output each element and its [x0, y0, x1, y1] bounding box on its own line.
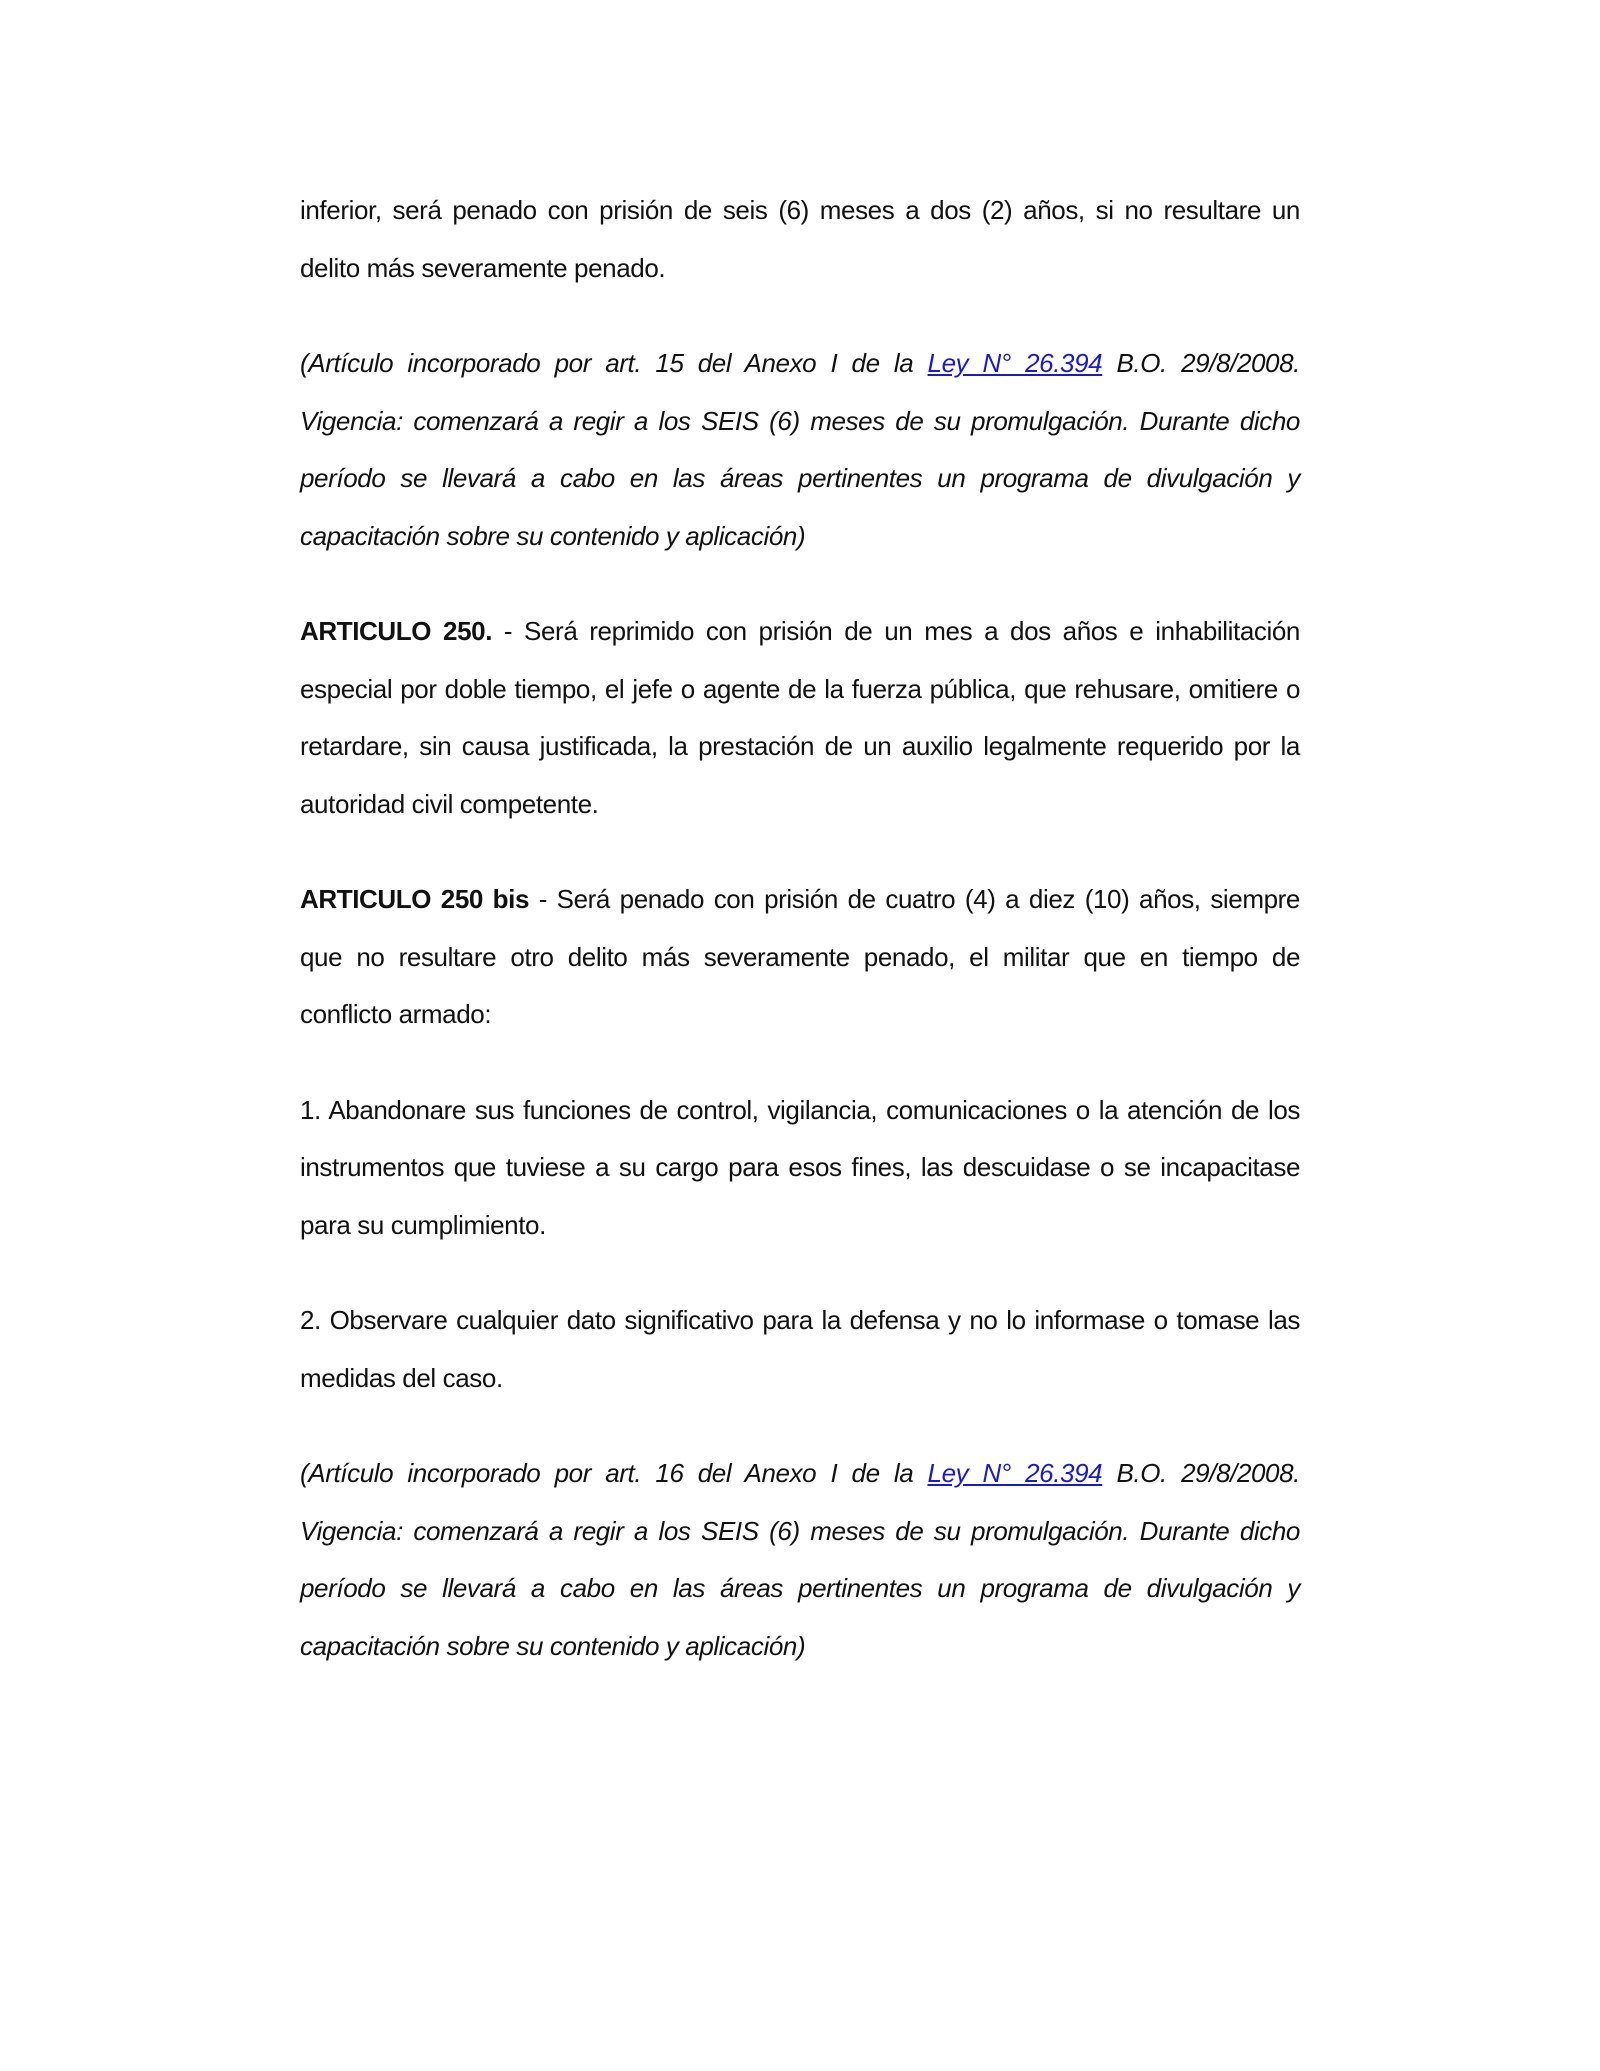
- article-250-heading: ARTICULO 250.: [300, 616, 493, 646]
- article-250-text: - Será reprimido con prisión de un mes a dos años e inhabilitación especial por doble tiempo, el jefe o agente de la fuerza pública, que rehusare, omitiere o retardare, sin causa justificada, la prestación de un auxilio legalmente requerido por la autoridad civil competente.: [300, 616, 1300, 819]
- article-250-bis-text: - Será penado con prisión de cuatro (4) a diez (10) años, siempre que no resultare otro delito más severamente penado, el militar que en tiempo de conflicto armado:: [300, 884, 1300, 1029]
- note-text-after: B.O. 29/8/2008. Vigencia: comenzará a regir a los SEIS (6) meses de su promulgación. Durante dicho período se llevará a cabo en las áreas pertinentes un programa de divulgación y capacitación sobre su contenido y aplicación): [300, 348, 1301, 551]
- document-page: [300, 182, 1300, 1675]
- note-text-before: (Artículo incorporado por art. 16 del Anexo I de la: [300, 1458, 928, 1488]
- note-text-before: (Artículo incorporado por art. 15 del Anexo I de la: [300, 348, 928, 378]
- note-incorporation-art16: [300, 1445, 1300, 1675]
- spacer: [300, 565, 1300, 603]
- ley-26394-link[interactable]: Ley N° 26.394: [927, 1458, 1103, 1488]
- paragraph-continuation: inferior, será penado con prisión de seis (6) meses a dos (2) años, si no resultare un delito más severamente penado.: [300, 195, 1300, 283]
- article-250: [300, 603, 1300, 833]
- spacer: [300, 1044, 1300, 1082]
- ley-26394-link[interactable]: Ley N° 26.394: [927, 348, 1103, 378]
- spacer: [300, 1254, 1300, 1292]
- note-incorporation-art15: [300, 335, 1300, 565]
- spacer: [300, 833, 1300, 871]
- article-250-bis-heading: ARTICULO 250 bis: [300, 884, 530, 914]
- spacer: [300, 297, 1300, 335]
- note-text-after: B.O. 29/8/2008. Vigencia: comenzará a regir a los SEIS (6) meses de su promulgación. Durante dicho período se llevará a cabo en las áreas pertinentes un programa de divulgación y capacitación sobre su contenido y aplicación): [300, 1458, 1301, 1661]
- spacer: [300, 1407, 1300, 1445]
- article-250-bis: [300, 871, 1300, 1044]
- list-item-2: 2. Observare cualquier dato significativo para la defensa y no lo informase o tomase las medidas del caso.: [300, 1305, 1300, 1393]
- list-item-1: 1. Abandonare sus funciones de control, vigilancia, comunicaciones o la atención de los instrumentos que tuviese a su cargo para esos fines, las descuidase o se incapacitase para su cumplimiento.: [300, 1094, 1300, 1240]
